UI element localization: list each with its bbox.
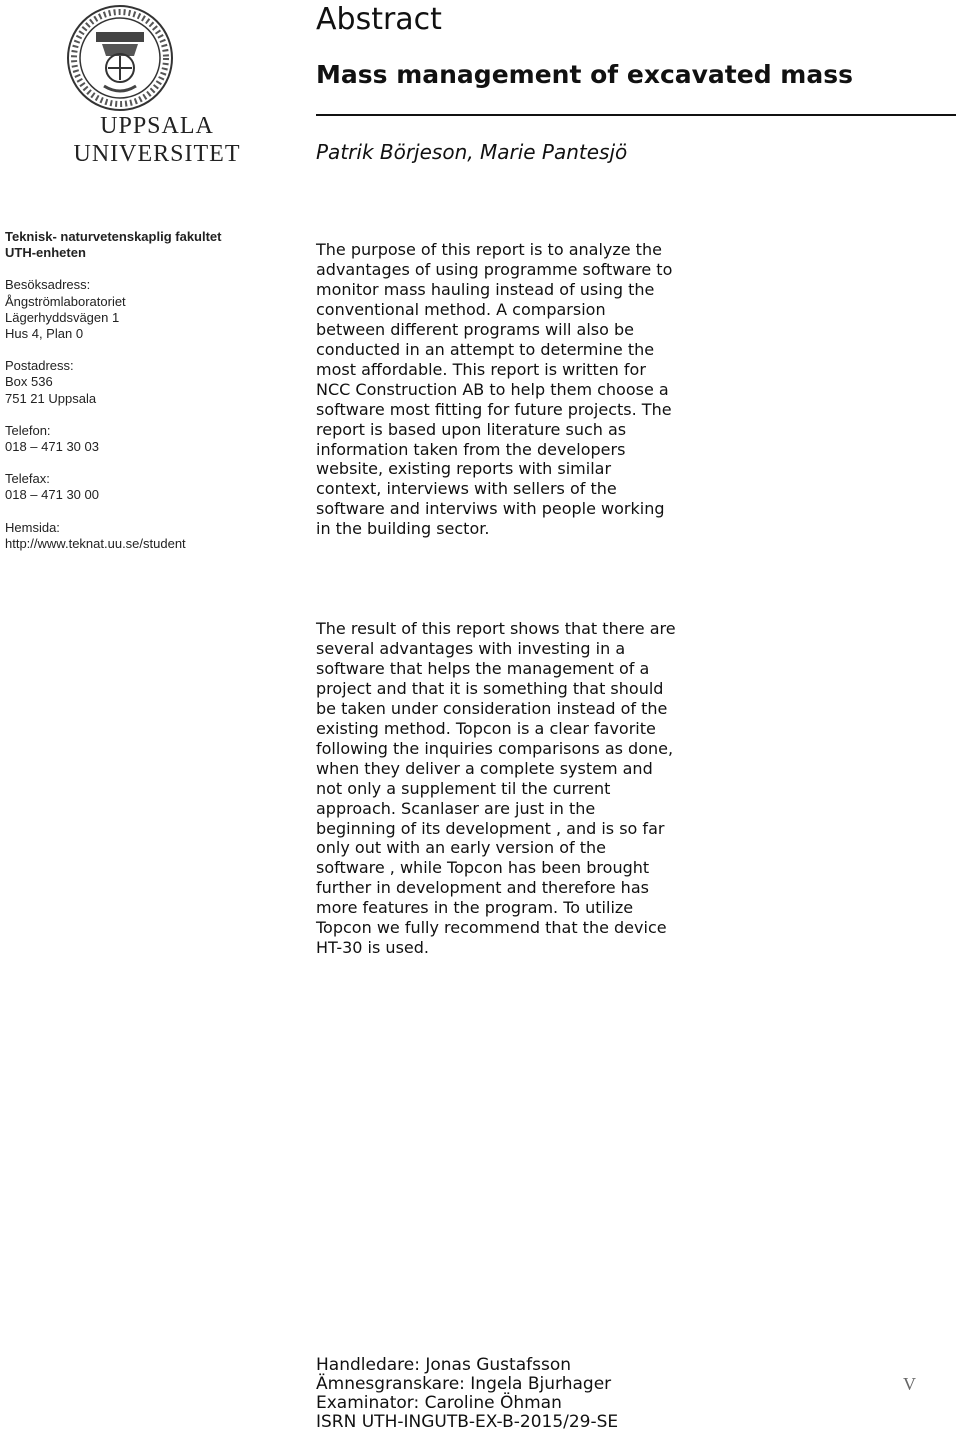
postal-address-line: 751 21 Uppsala — [5, 390, 97, 406]
uppsala-university-seal-icon — [66, 4, 174, 112]
supervisor: Handledare: Jonas Gustafsson — [316, 1355, 571, 1375]
faculty-name: Teknisk- naturvetenskaplig fakultet — [5, 229, 222, 244]
fax-number: 018 – 471 30 00 — [5, 487, 99, 503]
authors: Patrik Börjeson, Marie Pantesjö — [316, 140, 628, 164]
abstract-paragraph-2 — [316, 619, 676, 958]
fax-label: Telefax: — [5, 471, 50, 487]
title-divider — [316, 114, 956, 116]
thesis-credits — [316, 1356, 618, 1432]
visit-address-line: Ångströmlaboratoriet — [5, 293, 126, 309]
website-info — [5, 520, 285, 552]
faculty-contact-info — [5, 229, 285, 552]
isrn-number: ISRN UTH-INGUTB-EX-B-2015/29-SE — [316, 1412, 619, 1432]
page-number: V — [903, 1374, 916, 1394]
phone-label: Telefon: — [5, 422, 51, 438]
phone-number: 018 – 471 30 03 — [5, 439, 99, 455]
postal-address — [5, 358, 285, 407]
visit-address-label: Besöksadress: — [5, 277, 91, 293]
website-link[interactable]: http://www.teknat.uu.se/student — [5, 535, 186, 551]
postal-address-line: Box 536 — [5, 374, 53, 390]
visit-address-line: Hus 4, Plan 0 — [5, 326, 84, 342]
report-title: Mass management of excavated mass — [316, 60, 853, 89]
university-name-line1: UPPSALA — [100, 113, 214, 139]
subject-reviewer: Ämnesgranskare: Ingela Bjurhager — [316, 1374, 612, 1394]
postal-address-label: Postadress: — [5, 358, 74, 374]
unit-name: UTH-enheten — [5, 245, 86, 261]
visit-address-line: Lägerhyddsvägen 1 — [5, 309, 120, 325]
examiner: Examinator: Caroline Öhman — [316, 1393, 562, 1413]
university-name — [72, 112, 242, 168]
abstract-text: The result of this report shows that there are several advantages with investing in a software that helps the management of a project and that it is something that should be taken under consideration instead of the existing method. Topcon is a clear favorite following the inquiries comparisons as done, when they deliver a complete system and not only a supplement til the current approach. Scanlaser are just in the beginning of its development , and is so far only out with an early version of the software , while Topcon has been brought further in development and therefore has more features in the program. To utilize Topcon we fully recommend that the device HT-30 is used. — [316, 619, 676, 958]
fax-info — [5, 471, 285, 503]
university-name-line2: UNIVERSITET — [73, 141, 241, 167]
abstract-text: The purpose of this report is to analyze the advantages of using programme software to monitor mass hauling instead of using the conventional method. A comparsion between different programs will also be conducted in an attempt to determine the most affordable. This report is written for NCC Construction AB to help them choose a software most fitting for future projects. The report is based upon literature such as information taken from the developers website, existing reports with similar context, interviews with sellers of the software and interviws with people working in the building sector. — [316, 240, 673, 539]
website-label: Hemsida: — [5, 519, 60, 535]
visit-address — [5, 277, 285, 342]
section-heading: Abstract — [316, 2, 442, 37]
university-logo — [36, 4, 241, 174]
phone-info — [5, 423, 285, 455]
abstract-paragraph-1 — [316, 240, 676, 539]
